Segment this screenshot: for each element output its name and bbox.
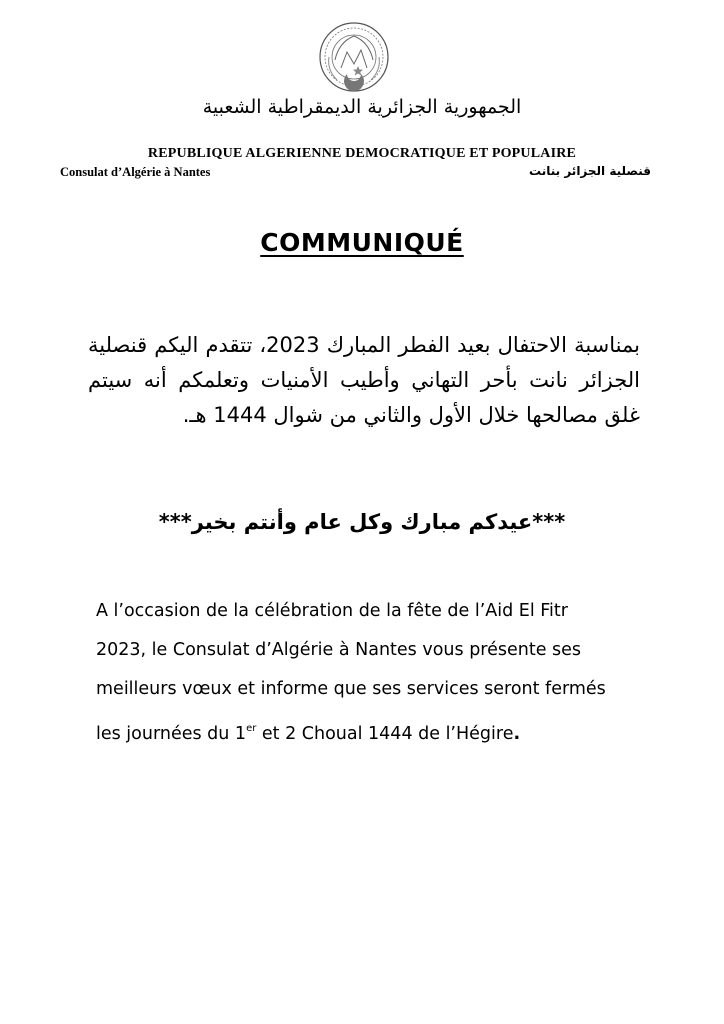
french-line-4-start: les journées du 1	[96, 724, 247, 744]
french-republic-title: REPUBLIQUE ALGERIENNE DEMOCRATIQUE ET POPULAIRE	[147, 146, 577, 161]
french-line-4-end: et 2 Choual 1444 de l’Hégire	[256, 724, 514, 744]
french-line-3: meilleurs vœux et informe que ses services seront fermés	[96, 679, 606, 699]
arabic-announcement: بمناسبة الاحتفال بعيد الفطر المبارك 2023، تتقدم اليكم قنصلية الجزائر نانت بأحر التهاني وأطيب الأمنيات وتعلمكم أنه سيتم غلق مصالحها خلال الأول والثاني من شوال 1444 هـ.	[88, 333, 640, 427]
ordinal-superscript: er	[246, 723, 257, 734]
arabic-eid-wishes: ***عيدكم مبارك وكل عام وأنتم بخير***	[158, 510, 566, 534]
french-announcement	[96, 592, 636, 754]
french-line-4-period: .	[513, 724, 521, 744]
consulat-name-french: Consulat d’Algérie à Nantes	[60, 165, 211, 179]
algeria-emblem-icon	[317, 20, 391, 94]
french-line-1: A l’occasion de la célébration de la fête de l’Aid El Fitr	[96, 601, 568, 621]
document-title: COMMUNIQUÉ	[260, 228, 464, 257]
arabic-republic-title: الجمهورية الجزائرية الديمقراطية الشعبية	[202, 96, 522, 118]
french-line-4	[96, 709, 636, 754]
consulat-name-arabic: قنصلية الجزائر بنانت	[529, 164, 651, 178]
french-line-2: 2023, le Consulat d’Algérie à Nantes vous présente ses	[96, 640, 582, 660]
document-title-wrapper	[0, 228, 724, 257]
